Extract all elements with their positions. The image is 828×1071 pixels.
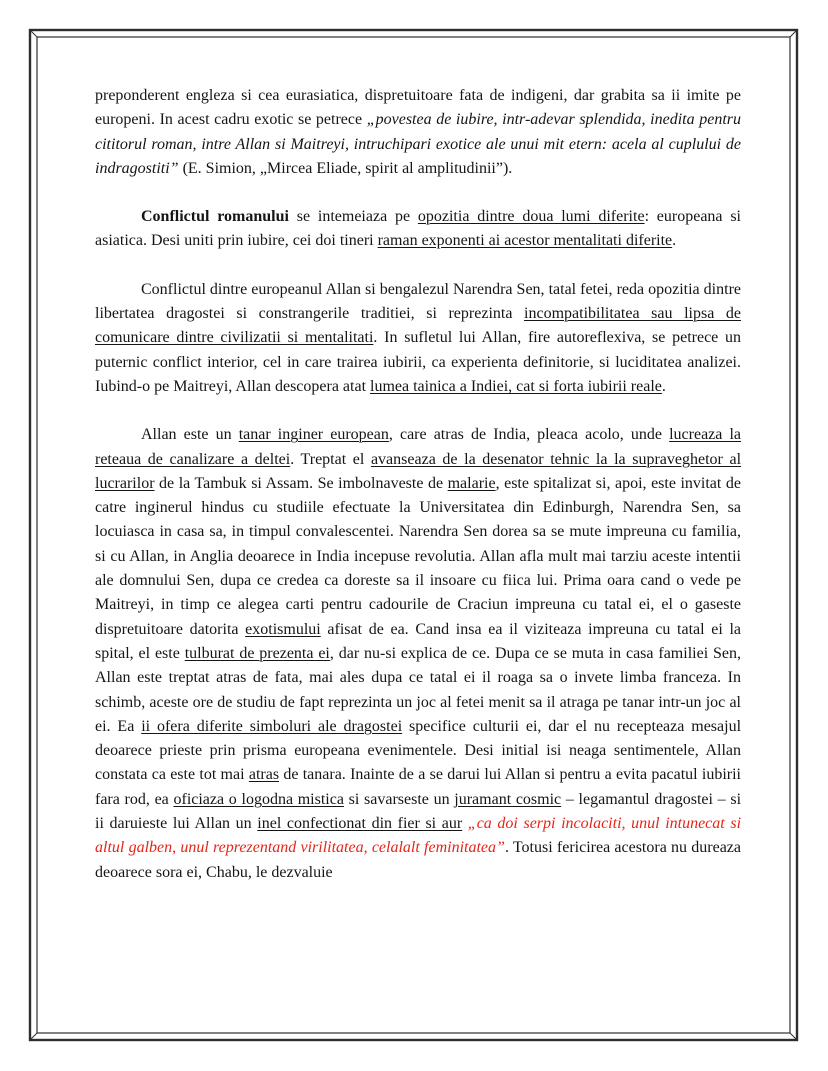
- text-run: tulburat de prezenta ei: [184, 644, 330, 662]
- text-run: juramant cosmic: [454, 790, 562, 808]
- text-run: de tanara. Inainte de a se darui lui Allan si pentru a evita pacatul iubirii fara rod, ea: [95, 766, 742, 808]
- text-run: lumea tainica a Indiei, cat si forta iubirii reale: [370, 377, 662, 395]
- text-run: Allan este un: [141, 426, 239, 444]
- paragraph: [95, 278, 741, 399]
- text-run: , este spitalizat si, apoi, este invitat de catre inginerul hindus cu studiile efectuate la Universitatea din Edinburgh, Narendra Sen, sa locuiasca in casa sa, in timpul convalescentei. Narendra Sen dorea sa se mute impreuna cu familia, si cu Allan, in Anglia deoarece in India incepuse revolutia. Allan afla mult mai tarziu aceste intentii ale domnului Sen, dupa ce credea ca doreste sa il insoare cu fiica lui. Prima oara cand o vede pe Maitreyi, in timp ce alegea carti pentru cadourile de Craciun impreuna cu tatal ei, el o gaseste dispretuitoare datorita: [95, 474, 741, 638]
- text-run: . In sufletul lui Allan, fire autoreflexiva, se petrece un puternic conflict interior, cel in care trairea iubirii, ca experienta definitorie, si luciditatea analizei. Iubind-o pe Maitreyi, Allan descopera atat: [95, 329, 741, 395]
- text-run: incompatibilitatea sau lipsa de comunicare dintre civilizatii si mentalitati: [95, 305, 742, 347]
- text-run: . Totusi fericirea acestora nu dureaza deoarece sora ei, Chabu, le dezvaluie: [95, 839, 742, 881]
- text-run: .: [672, 232, 677, 250]
- text-run: inel confectionat din fier si aur: [257, 815, 463, 833]
- text-run: . Treptat el: [290, 450, 371, 468]
- text-run: oficiaza o logodna mistica: [173, 790, 344, 808]
- text-run: Conflictul romanului: [141, 208, 289, 226]
- text-run: „povestea de iubire, intr-adevar splendida, inedita pentru cititorul roman, intre Allan si Maitreyi, intruchipari exotice ale unui mit etern: acela al cuplului de indragostiti”: [95, 111, 741, 177]
- text-run: Conflictul dintre europeanul Allan si bengalezul Narendra Sen, tatal fetei, reda opozitia dintre libertatea dragostei si constrangerile traditiei, si reprezinta: [95, 280, 741, 323]
- paragraph: [95, 205, 741, 254]
- text-run: opozitia dintre doua lumi diferite: [417, 208, 645, 226]
- text-run: raman exponenti ai acestor mentalitati diferite: [377, 232, 673, 250]
- text-run: afisat de ea. Cand insa ea il viziteaza impreuna cu tatal ei la spital, el este: [95, 620, 741, 662]
- text-run: malarie: [447, 474, 496, 492]
- text-run: se intemeiaza pe: [288, 208, 418, 226]
- paragraph: [95, 423, 741, 885]
- text-run: : europeana si asiatica. Desi uniti prin iubire, cei doi tineri: [95, 208, 742, 250]
- paragraph: [95, 84, 741, 181]
- text-run: de la Tambuk si Assam. Se imbolnaveste de: [154, 474, 448, 492]
- text-run: exotismului: [245, 620, 321, 638]
- text-run: atras: [248, 766, 280, 784]
- page-content: [95, 84, 741, 909]
- text-run: – legamantul dragostei – si ii daruieste lui Allan un: [95, 790, 742, 833]
- text-run: , care atras de India, pleaca acolo, unde: [388, 426, 670, 444]
- text-run: ii ofera diferite simboluri ale dragostei: [141, 717, 403, 735]
- text-run: .: [661, 377, 666, 395]
- text-run: preponderent engleza si cea eurasiatica, dispretuitoare fata de indigeni, dar grabita sa ii imite pe europeni. In acest cadru exotic se petrece: [95, 87, 741, 129]
- text-run: (E. Simion, „Mircea Eliade, spirit al amplitudinii”).: [178, 159, 513, 177]
- text-run: si savarseste un: [343, 790, 455, 808]
- text-run: „ca doi serpi incolaciti, unul intunecat si altul galben, unul reprezentand virilitatea, celalalt feminitatea”: [95, 815, 742, 857]
- text-run: lucreaza la reteaua de canalizare a deltei: [95, 426, 742, 468]
- text-run: tanar inginer european: [238, 426, 389, 444]
- text-run: avanseaza de la desenator tehnic la la supraveghetor al lucrarilor: [95, 450, 742, 492]
- text-run: specifice culturii ei, dar el nu recepteaza mesajul deoarece prieste prin prisma europeana evenimentele. Desi initial isi neaga sentimentele, Allan constata ca este tot mai: [95, 717, 742, 784]
- text-run: , dar nu-si explica de ce. Dupa ce se muta in casa familiei Sen, Allan este treptat atras de fata, mai ales dupa ce tatal ei il roaga sa o invete limba franceza. In schimb, aceste ore de studiu de fapt reprezinta un joc al fetei menit sa il atraga pe tanar intr-un joc al ei. Ea: [95, 644, 742, 735]
